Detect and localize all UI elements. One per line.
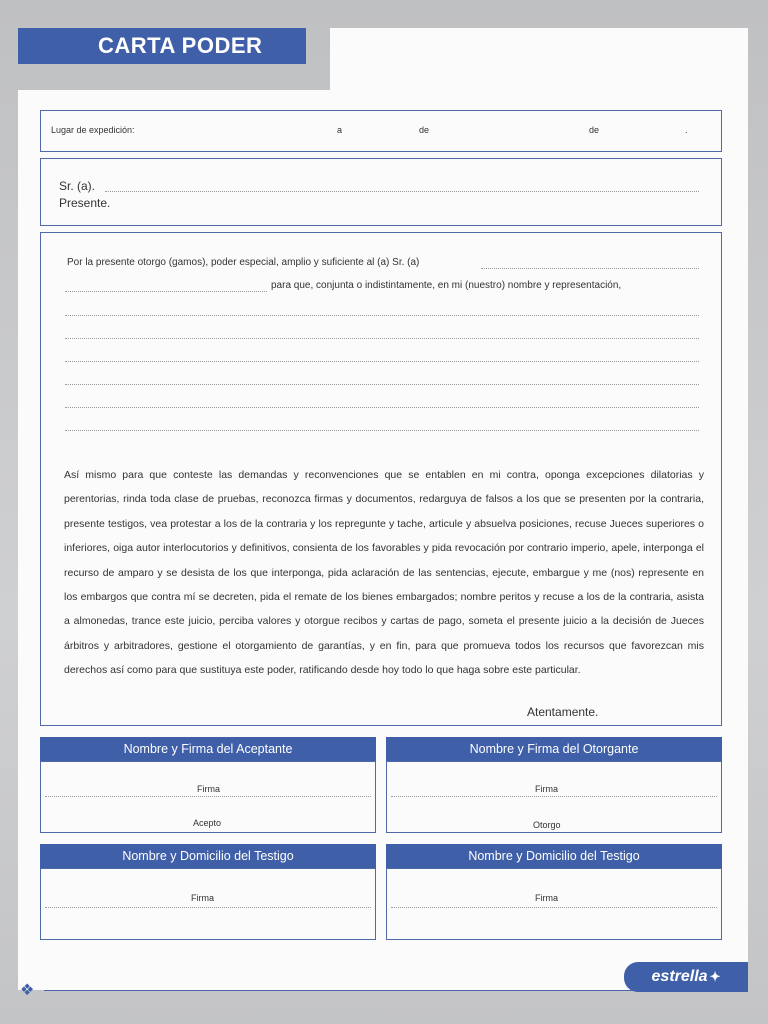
de-label-1: de: [419, 125, 430, 135]
blank-line-1[interactable]: [65, 315, 699, 316]
otorgante-header: Nombre y Firma del Otorgante: [386, 737, 722, 761]
place-label: Lugar de expedición:: [51, 125, 135, 135]
sheet-top: [330, 28, 748, 92]
footer-rule: [44, 990, 654, 991]
closing-text: Atentamente.: [527, 705, 599, 719]
testigo-1-sign-line[interactable]: [45, 907, 371, 908]
testigo-1-header: Nombre y Domicilio del Testigo: [40, 844, 376, 868]
otorgante-otorgo-label: Otorgo: [533, 820, 561, 830]
end-dot: .: [685, 125, 688, 135]
attorney-name-line-2[interactable]: [65, 291, 267, 292]
recipient-name-line[interactable]: [105, 191, 699, 192]
aceptante-firma-label: Firma: [197, 784, 220, 794]
brand-name: estrella: [651, 968, 708, 985]
page-title: CARTA PODER: [18, 28, 306, 64]
body-line-1: Por la presente otorgo (gamos), poder especial, amplio y suficiente al (a) Sr. (a): [67, 257, 420, 268]
otorgante-sign-line[interactable]: [391, 796, 717, 797]
powers-paragraph: Así mismo para que conteste las demandas y reconvenciones que se entablen en mi contra, oponga excepciones dilatorias y perentorias, rinda toda clase de pruebas, reconozca firmas y documentos, redarguya de falsos a los que se presenten por la contraria, presente testigos, vea protestar a los de la contraria y los repregunte y tache, articule y absuelva posiciones, recuse Jueces superiores o inferiores, oiga autor interlocutorios y definitivos, consienta de los favorables y pida revocación por contrario imperio, apele, interponga el recurso de amparo y se desista de los que interponga, pida aclaración de las sentencias, ejecute, embargue y me (nos) represente en los embargos que contra mí se decreten, pida el remate de los bienes embargados; nombre peritos y recuse a los de la contraria, asista a almonedas, trance este juicio, perciba valores y otorgue recibos y cartas de pago, someta el presente juicio a la decisión de Jueces árbitros y arbitradores, gestione el otorgamiento de garantías, y en fin, para que promueva todos los recursos que favorezcan mis derechos así como para que sustituya este poder, ratificando desde hoy todo lo que haga sobre este particular.: [64, 469, 704, 677]
testigo-2-box[interactable]: [386, 868, 722, 940]
blank-line-2[interactable]: [65, 338, 699, 339]
otorgante-box[interactable]: [386, 761, 722, 833]
blank-line-5[interactable]: [65, 407, 699, 408]
blank-line-6[interactable]: [65, 430, 699, 431]
testigo-1-firma-label: Firma: [191, 893, 214, 903]
testigo-2-sign-line[interactable]: [391, 907, 717, 908]
testigo-1-box[interactable]: [40, 868, 376, 940]
attorney-name-line[interactable]: [481, 268, 699, 269]
body-line-2: para que, conjunta o indistintamente, en mi (nuestro) nombre y representación,: [271, 280, 622, 291]
blank-line-3[interactable]: [65, 361, 699, 362]
aceptante-header: Nombre y Firma del Aceptante: [40, 737, 376, 761]
aceptante-box[interactable]: [40, 761, 376, 833]
estrella-logo: [624, 962, 748, 992]
diamond-icon: ❖: [20, 982, 35, 999]
de-label-2: de: [589, 125, 600, 135]
a-label: a: [337, 125, 343, 135]
aceptante-acepto-label: Acepto: [193, 818, 222, 828]
otorgante-firma-label: Firma: [535, 784, 558, 794]
recipient-box: [40, 158, 722, 226]
place-date-box: [40, 110, 722, 152]
star-icon: ✦: [709, 969, 721, 984]
aceptante-sign-line[interactable]: [45, 796, 371, 797]
sr-label: Sr. (a).: [59, 179, 96, 193]
presente-label: Presente.: [59, 196, 111, 210]
testigo-2-firma-label: Firma: [535, 893, 558, 903]
testigo-2-header: Nombre y Domicilio del Testigo: [386, 844, 722, 868]
blank-line-4[interactable]: [65, 384, 699, 385]
